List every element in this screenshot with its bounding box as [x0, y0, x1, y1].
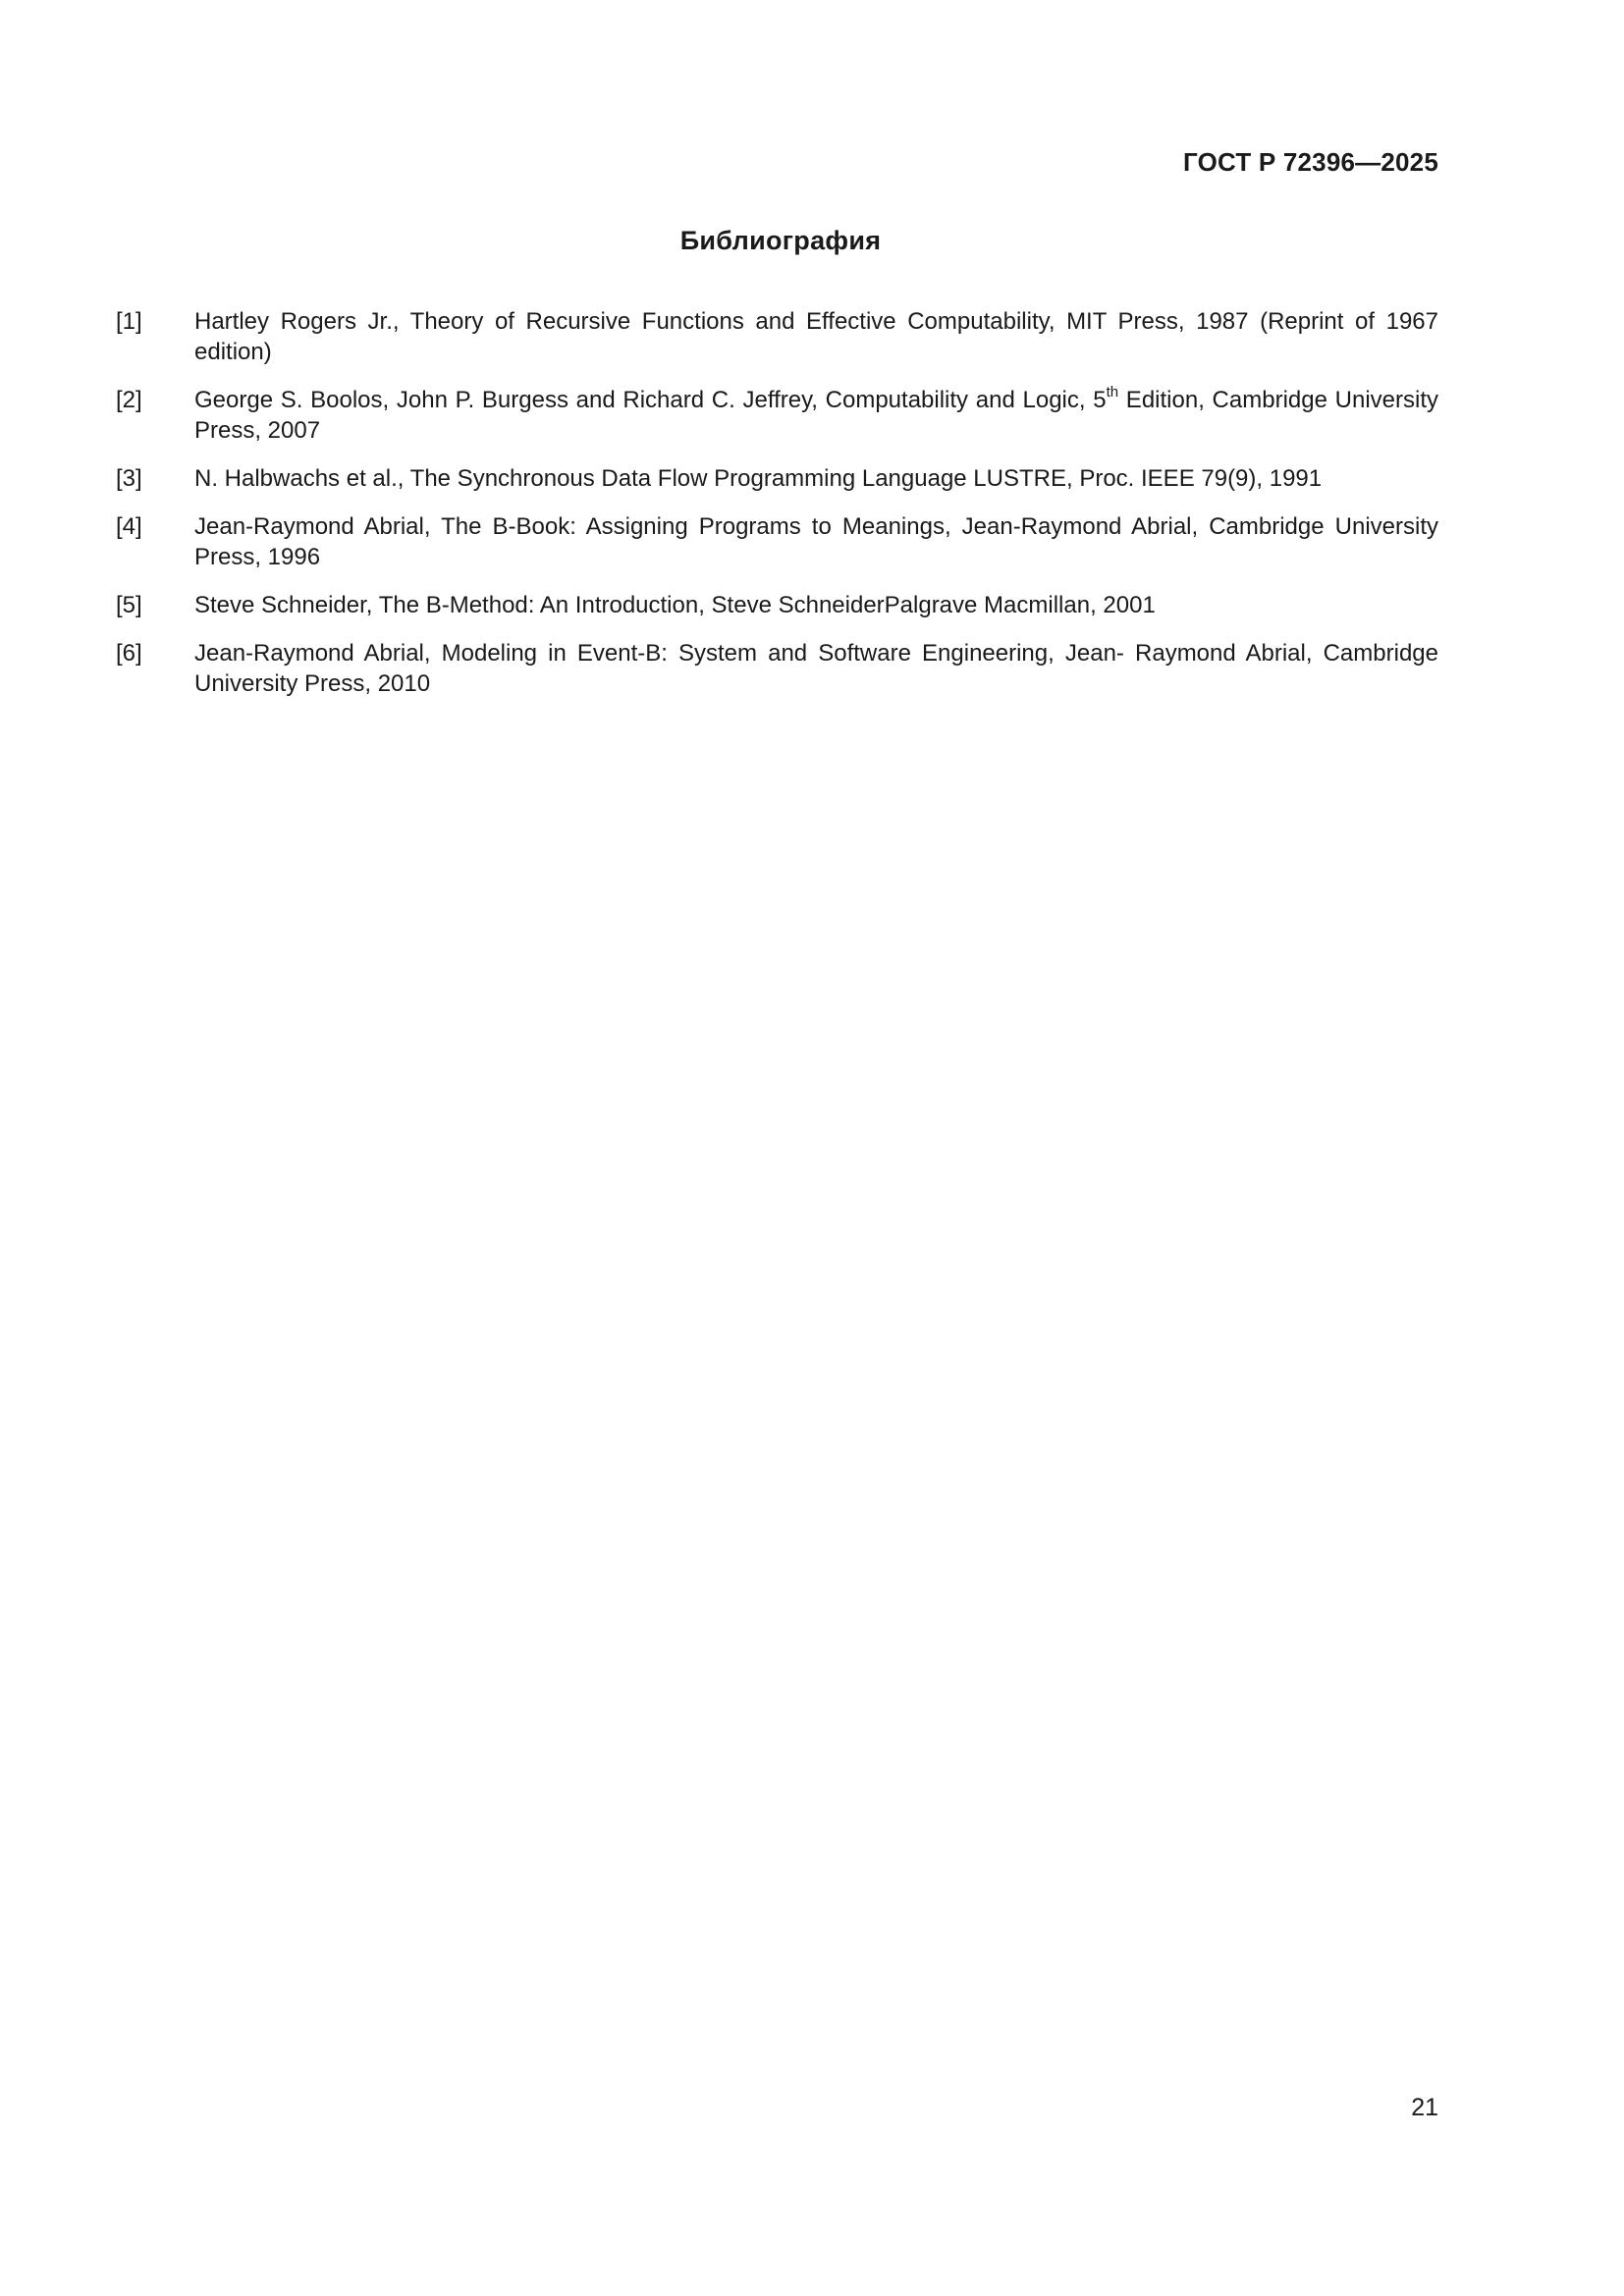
reference-number: [3] — [116, 465, 142, 492]
reference-number: [6] — [116, 640, 142, 667]
reference-text-part: Edition, Cambridge University Press, 2007 — [194, 387, 1438, 444]
reference-item — [116, 385, 1438, 446]
reference-text: Jean-Raymond Abrial, Modeling in Event-B: System and Software Engineering, Jean- Raymond Abrial, Cambridge University Press, 2010 — [194, 640, 1438, 697]
reference-number: [5] — [116, 592, 142, 618]
reference-number: [4] — [116, 513, 142, 540]
reference-item — [116, 511, 1438, 572]
reference-item — [116, 590, 1438, 620]
document-code: ГОСТ Р 72396—2025 — [1183, 147, 1438, 177]
reference-item — [116, 638, 1438, 699]
bibliography-list — [116, 306, 1438, 717]
reference-text: Steve Schneider, The B-Method: An Introduction, Steve SchneiderPalgrave Macmillan, 2001 — [194, 592, 1156, 618]
reference-number: [1] — [116, 308, 142, 335]
ordinal-superscript: th — [1106, 384, 1119, 400]
reference-text: Hartley Rogers Jr., Theory of Recursive Functions and Effective Computability, MIT Press, 1987 (Reprint of 1967 edition) — [194, 308, 1438, 365]
reference-text: Jean-Raymond Abrial, The B-Book: Assigning Programs to Meanings, Jean-Raymond Abrial, Cambridge University Press, 1996 — [194, 513, 1438, 570]
reference-item — [116, 306, 1438, 367]
reference-text-part: George S. Boolos, John P. Burgess and Richard C. Jeffrey, Computability and Logic, 5 — [194, 387, 1107, 413]
reference-number: [2] — [116, 387, 142, 413]
section-title: Библиография — [679, 226, 882, 255]
page-number: 21 — [1411, 2094, 1438, 2121]
reference-text: N. Halbwachs et al., The Synchronous Data Flow Programming Language LUSTRE, Proc. IEEE 79(9), 1991 — [194, 465, 1323, 492]
reference-text — [194, 385, 1438, 446]
reference-item — [116, 463, 1438, 494]
